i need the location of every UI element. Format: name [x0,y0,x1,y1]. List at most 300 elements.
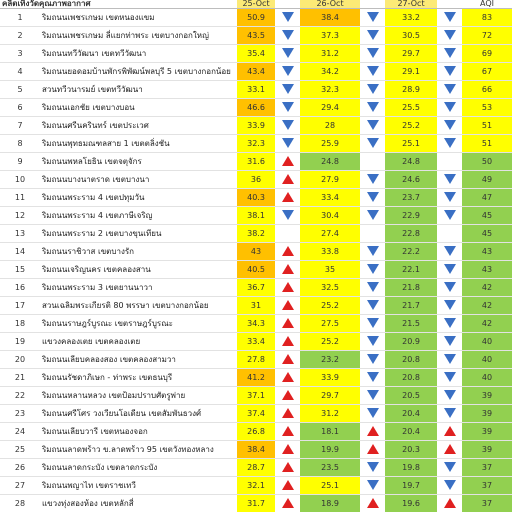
pm25-day-2: 18.1 [300,423,360,441]
pm25-day-1: 41.2 [237,369,275,387]
row-number: 27 [0,477,40,495]
pm25-day-2: 25.2 [300,333,360,351]
trend-day-3 [437,441,462,459]
pm25-day-2: 19.9 [300,441,360,459]
trend-day-1 [275,207,300,225]
pm25-day-1: 50.9 [237,9,275,27]
down-arrow-icon [367,462,379,472]
row-number: 7 [0,117,40,135]
pm25-day-1: 38.4 [237,441,275,459]
trend-day-1 [275,63,300,81]
pm25-day-2: 32.3 [300,81,360,99]
pm25-day-3: 25.1 [385,135,437,153]
table-row [0,225,512,243]
trend-day-2 [360,117,385,135]
trend-day-2 [360,9,385,27]
up-arrow-icon [367,498,379,508]
station-name: ริมถนนทวีวัฒนา เขตทวีวัฒนา [40,45,237,63]
table-row [0,333,512,351]
pm25-day-3: 25.2 [385,117,437,135]
trend-day-1 [275,387,300,405]
trend-day-2 [360,459,385,477]
pm25-day-2: 33.9 [300,369,360,387]
pm25-day-3: 22.2 [385,243,437,261]
down-arrow-icon [282,48,294,58]
pm25-day-3: 20.8 [385,351,437,369]
row-number: 14 [0,243,40,261]
trend-day-3 [437,225,462,243]
down-arrow-icon [367,336,379,346]
trend-day-2 [360,477,385,495]
trend-day-3 [437,333,462,351]
aqi-value: 51 [462,117,512,135]
pm25-day-2: 29.4 [300,99,360,117]
down-arrow-icon [367,246,379,256]
pm25-day-2: 18.9 [300,495,360,512]
table-row [0,81,512,99]
aqi-value: 39 [462,423,512,441]
down-arrow-icon [444,210,456,220]
pm25-day-1: 37.1 [237,387,275,405]
trend-day-3 [437,135,462,153]
trend-day-3 [437,297,462,315]
trend-day-2 [360,45,385,63]
station-name: ริมถนนพระราม 3 เขตยานนาวา [40,279,237,297]
up-arrow-icon [282,300,294,310]
aqi-value: 66 [462,81,512,99]
trend-day-2 [360,441,385,459]
row-number: 26 [0,459,40,477]
row-number: 2 [0,27,40,45]
row-number: 23 [0,405,40,423]
header-date-3: 27-Oct [385,0,437,9]
trend-day-2 [360,63,385,81]
station-name: แขวงคลองเตย เขตคลองเตย [40,333,237,351]
station-name: สวนเฉลิมพระเกียรติ 80 พรรษา เขตบางกอกน้อย [40,297,237,315]
aqi-value: 39 [462,405,512,423]
pm25-day-3: 23.7 [385,189,437,207]
header-row [0,0,512,9]
pm25-day-1: 32.1 [237,477,275,495]
trend-day-2 [360,99,385,117]
station-name: ริมถนนพญาไท เขตราชเทวี [40,477,237,495]
trend-day-3 [437,99,462,117]
pm25-day-1: 43 [237,243,275,261]
trend-day-1 [275,225,300,243]
station-name: ริมถนนยอดอมบ้านพักรพิพัฒน์พลบุรี 5 เขตบางกอกน้อย [40,63,237,81]
station-name: ริมถนนศรีโศร วงเวียนโอเดียน เขตสัมพันธวงศ์ [40,405,237,423]
table-row [0,279,512,297]
station-name: ริมถนนพระราม 4 เขตภาษีเจริญ [40,207,237,225]
down-arrow-icon [444,480,456,490]
table-row [0,99,512,117]
aqi-value: 69 [462,45,512,63]
down-arrow-icon [367,120,379,130]
trend-day-3 [437,189,462,207]
pm25-day-3: 22.1 [385,261,437,279]
up-arrow-icon [282,318,294,328]
trend-day-2 [360,81,385,99]
down-arrow-icon [444,246,456,256]
trend-day-3 [437,171,462,189]
table-row [0,153,512,171]
aqi-value: 67 [462,63,512,81]
trend-day-1 [275,333,300,351]
row-number: 28 [0,495,40,512]
trend-day-2 [360,171,385,189]
table-row [0,171,512,189]
pm25-day-3: 22.9 [385,207,437,225]
table-row [0,207,512,225]
trend-day-2 [360,369,385,387]
blank-icon [367,226,379,236]
down-arrow-icon [367,138,379,148]
pm25-day-2: 27.9 [300,171,360,189]
trend-day-1 [275,135,300,153]
aqi-value: 37 [462,459,512,477]
aqi-value: 72 [462,27,512,45]
pm25-day-3: 24.8 [385,153,437,171]
table-row [0,477,512,495]
up-arrow-icon [282,354,294,364]
pm25-day-2: 33.4 [300,189,360,207]
down-arrow-icon [444,390,456,400]
pm25-day-3: 21.5 [385,315,437,333]
pm25-day-3: 30.5 [385,27,437,45]
station-name: ริมถนนพระราม 2 เขตบางขุนเทียน [40,225,237,243]
pm25-day-3: 19.8 [385,459,437,477]
trend-day-2 [360,495,385,512]
pm25-day-2: 31.2 [300,45,360,63]
station-name: ริมถนนราษฎร์บูรณะ เขตราษฎร์บูรณะ [40,315,237,333]
trend-day-3 [437,63,462,81]
down-arrow-icon [444,462,456,472]
down-arrow-icon [367,282,379,292]
up-arrow-icon [282,336,294,346]
pm25-day-3: 33.2 [385,9,437,27]
trend-day-1 [275,189,300,207]
table-row [0,27,512,45]
trend-day-1 [275,369,300,387]
pm25-day-3: 20.9 [385,333,437,351]
pm25-day-3: 20.4 [385,405,437,423]
pm25-day-3: 19.6 [385,495,437,512]
row-number: 5 [0,81,40,99]
down-arrow-icon [367,480,379,490]
trend-day-3 [437,243,462,261]
down-arrow-icon [444,192,456,202]
down-arrow-icon [367,48,379,58]
pm25-day-1: 40.3 [237,189,275,207]
table-row [0,117,512,135]
table-row [0,441,512,459]
row-number: 13 [0,225,40,243]
station-name: ริมถนนเลียบคลองสอง เขตคลองสามวา [40,351,237,369]
up-arrow-icon [444,498,456,508]
pm25-day-3: 19.7 [385,477,437,495]
row-number: 9 [0,153,40,171]
row-number: 12 [0,207,40,225]
pm25-day-1: 43.4 [237,63,275,81]
trend-day-3 [437,369,462,387]
header-aqi: AQI [462,0,512,9]
up-arrow-icon [282,480,294,490]
pm25-day-2: 28 [300,117,360,135]
table-row [0,45,512,63]
pm25-day-1: 33.1 [237,81,275,99]
trend-day-3 [437,405,462,423]
table-row [0,459,512,477]
trend-day-2 [360,243,385,261]
station-name: ริมถนนศรีนครินทร์ เขตประเวศ [40,117,237,135]
row-number: 25 [0,441,40,459]
trend-day-3 [437,315,462,333]
table-row [0,261,512,279]
trend-day-1 [275,351,300,369]
trend-day-2 [360,27,385,45]
pm25-day-1: 38.1 [237,207,275,225]
up-arrow-icon [282,282,294,292]
trend-day-2 [360,279,385,297]
station-name: แขวงทุ่งสองห้อง เขตหลักสี่ [40,495,237,512]
down-arrow-icon [444,300,456,310]
trend-day-1 [275,99,300,117]
station-name: ริมถนนบางนาตราด เขตบางนา [40,171,237,189]
pm25-day-2: 35 [300,261,360,279]
aqi-value: 51 [462,135,512,153]
up-arrow-icon [282,156,294,166]
pm25-day-3: 25.5 [385,99,437,117]
down-arrow-icon [367,390,379,400]
trend-day-1 [275,9,300,27]
aqi-value: 53 [462,99,512,117]
pm25-day-3: 20.5 [385,387,437,405]
pm25-day-1: 46.6 [237,99,275,117]
up-arrow-icon [444,426,456,436]
pm25-day-1: 33.9 [237,117,275,135]
pm25-day-2: 25.9 [300,135,360,153]
down-arrow-icon [367,84,379,94]
pm25-day-2: 29.7 [300,387,360,405]
pm25-day-1: 36 [237,171,275,189]
pm25-day-1: 38.2 [237,225,275,243]
pm25-day-3: 21.7 [385,297,437,315]
table-row [0,63,512,81]
aqi-value: 49 [462,171,512,189]
trend-day-2 [360,387,385,405]
pm25-day-3: 29.1 [385,63,437,81]
up-arrow-icon [282,498,294,508]
down-arrow-icon [444,120,456,130]
trend-day-1 [275,117,300,135]
trend-day-2 [360,225,385,243]
pm25-day-1: 43.5 [237,27,275,45]
trend-day-2 [360,261,385,279]
down-arrow-icon [444,174,456,184]
trend-day-2 [360,423,385,441]
blank-icon [367,154,379,164]
up-arrow-icon [282,408,294,418]
trend-day-1 [275,459,300,477]
up-arrow-icon [367,426,379,436]
pm25-day-2: 38.4 [300,9,360,27]
pm25-day-1: 37.4 [237,405,275,423]
station-name: ริมถนนลาดพร้าว ข.ลาดพร้าว 95 เขตวังทองหลาง [40,441,237,459]
pm25-day-1: 34.3 [237,315,275,333]
aqi-value: 43 [462,243,512,261]
down-arrow-icon [444,30,456,40]
aqi-value: 43 [462,261,512,279]
pm25-day-1: 31 [237,297,275,315]
table-row [0,387,512,405]
table-row [0,9,512,27]
aqi-value: 83 [462,9,512,27]
trend-day-3 [437,459,462,477]
station-name: ริมถนนเลียบวารี เขตหนองจอก [40,423,237,441]
trend-day-2 [360,297,385,315]
trend-day-3 [437,9,462,27]
down-arrow-icon [367,30,379,40]
down-arrow-icon [367,318,379,328]
pm25-day-2: 25.1 [300,477,360,495]
down-arrow-icon [367,408,379,418]
row-number: 6 [0,99,40,117]
trend-day-3 [437,495,462,512]
pm25-day-3: 22.8 [385,225,437,243]
down-arrow-icon [367,174,379,184]
row-number: 1 [0,9,40,27]
down-arrow-icon [444,138,456,148]
down-arrow-icon [444,84,456,94]
trend-day-1 [275,297,300,315]
down-arrow-icon [444,336,456,346]
blank-icon [444,226,456,236]
pm25-day-1: 35.4 [237,45,275,63]
up-arrow-icon [282,264,294,274]
down-arrow-icon [444,66,456,76]
down-arrow-icon [282,120,294,130]
down-arrow-icon [367,12,379,22]
down-arrow-icon [444,282,456,292]
row-number: 17 [0,297,40,315]
station-name: สวนทวีวนารมย์ เขตทวีวัฒนา [40,81,237,99]
header-date-1: 25-Oct [237,0,275,9]
table-row [0,189,512,207]
trend-day-2 [360,189,385,207]
trend-day-2 [360,333,385,351]
table-row [0,135,512,153]
trend-day-3 [437,279,462,297]
row-number: 21 [0,369,40,387]
trend-day-3 [437,45,462,63]
header-date-2: 26-Oct [300,0,360,9]
row-number: 15 [0,261,40,279]
pm25-day-3: 20.3 [385,441,437,459]
station-name: ริมถนนพระราม 4 เขตปทุมวัน [40,189,237,207]
pm25-day-2: 23.2 [300,351,360,369]
table-row [0,351,512,369]
trend-day-3 [437,387,462,405]
trend-day-1 [275,261,300,279]
down-arrow-icon [282,30,294,40]
up-arrow-icon [282,444,294,454]
trend-day-3 [437,153,462,171]
pm25-day-2: 31.2 [300,405,360,423]
trend-day-3 [437,351,462,369]
pm25-day-1: 28.7 [237,459,275,477]
table-row [0,297,512,315]
down-arrow-icon [444,12,456,22]
aqi-value: 42 [462,279,512,297]
down-arrow-icon [367,354,379,364]
up-arrow-icon [282,246,294,256]
trend-day-2 [360,315,385,333]
up-arrow-icon [282,174,294,184]
row-number: 10 [0,171,40,189]
down-arrow-icon [367,192,379,202]
pm25-day-2: 27.4 [300,225,360,243]
row-number: 11 [0,189,40,207]
pm25-day-2: 37.3 [300,27,360,45]
trend-day-3 [437,117,462,135]
station-name: ริมถนนพหลโยธิน เขตจตุจักร [40,153,237,171]
down-arrow-icon [367,264,379,274]
up-arrow-icon [282,372,294,382]
trend-day-3 [437,81,462,99]
station-name: ริมถนนลาดกระบัง เขตลาดกระบัง [40,459,237,477]
pm25-day-2: 25.2 [300,297,360,315]
up-arrow-icon [282,462,294,472]
trend-day-3 [437,207,462,225]
table-row [0,243,512,261]
down-arrow-icon [444,354,456,364]
station-name: ริมถนนเอกชัย เขตบางบอน [40,99,237,117]
row-number: 19 [0,333,40,351]
down-arrow-icon [367,66,379,76]
up-arrow-icon [282,426,294,436]
trend-day-1 [275,423,300,441]
trend-day-3 [437,477,462,495]
down-arrow-icon [444,318,456,328]
trend-day-1 [275,477,300,495]
down-arrow-icon [367,210,379,220]
pm25-day-1: 32.3 [237,135,275,153]
row-number: 3 [0,45,40,63]
pm25-day-1: 40.5 [237,261,275,279]
pm25-day-3: 21.8 [385,279,437,297]
trend-day-3 [437,27,462,45]
table-row [0,495,512,512]
station-name: ริมถนนหลานหลวง เขตป้อมปราบศัตรูพ่าย [40,387,237,405]
up-arrow-icon [444,444,456,454]
down-arrow-icon [282,12,294,22]
table-row [0,369,512,387]
table-row [0,315,512,333]
station-name: ริมถนนเพชรเกษม ลี่แยกท่าพระ เขตบางกอกใหญ่ [40,27,237,45]
down-arrow-icon [282,66,294,76]
up-arrow-icon [282,192,294,202]
trend-day-1 [275,243,300,261]
pm25-day-2: 33.8 [300,243,360,261]
station-name: ริมถนนรัชดาภิเษก - ท่าพระ เขตธนบุรี [40,369,237,387]
row-number: 18 [0,315,40,333]
trend-day-2 [360,405,385,423]
blank-icon [282,226,294,236]
aqi-value: 39 [462,441,512,459]
up-arrow-icon [367,444,379,454]
pm25-day-1: 26.8 [237,423,275,441]
table-body [0,9,512,512]
